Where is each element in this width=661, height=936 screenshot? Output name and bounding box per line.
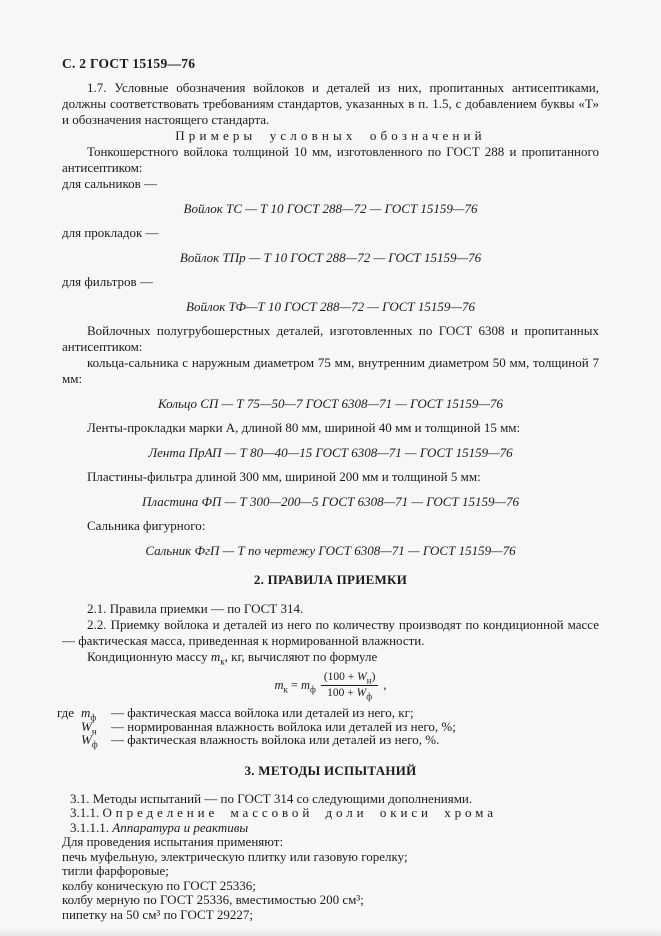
section-2-heading: 2. ПРАВИЛА ПРИЕМКИ (253, 572, 408, 587)
clause-3-1-1: 3.1.1. Определение массовой доли окиси хрома (70, 805, 497, 820)
legend-desc-wn: — нормированная влажность войлока или деталей из него, %; (111, 718, 456, 734)
equals-sign: = (290, 678, 298, 692)
page-header: С. 2 ГОСТ 15159—76 (62, 56, 196, 71)
apparatus-item-measuring-flask: колбу мерную по ГОСТ 25336, вместимостью 200 см³; (62, 892, 364, 907)
item-desc-plate: Пластины-фильтра длиной 300 мм, шириной 200 мм и толщиной 5 мм: (87, 469, 481, 484)
fraction-denominator: $100 + W_ф$ (327, 687, 373, 702)
fraction-numerator: $(100 + W_н)$ (321, 670, 379, 686)
apparatus-item-pipette: пипетку на 50 см³ по ГОСТ 29227; (62, 906, 253, 922)
usage-label-gaskets: для прокладок — (62, 225, 159, 240)
legend-symbol-wf: $W_ф$ (81, 732, 98, 750)
mass-symbol: m (210, 649, 221, 664)
apparatus-item-furnace: печь муфельную, электрическую плитку или газовую горелку; (62, 848, 408, 864)
usage-label-filters: для фильтров — (62, 274, 153, 289)
clause-1-7: 1.7. Условные обозначения войлоков и деталей из них, пропитанных антисептиками, должны соответствовать требованиям стандартов, указанных в п. 1.5, с добавлением буквы «Т» и обозначения настоящего стандарта. (62, 80, 599, 127)
clause-3-1-1-1: 3.1.1.1. Аппаратура и реактивы (70, 819, 249, 835)
conditioned-mass-intro (62, 649, 599, 665)
mass-intro-text-before: Кондиционную массу (87, 649, 211, 664)
examples-heading: Примеры условных обозначений (175, 128, 486, 143)
section-3-body (62, 792, 599, 923)
apparatus-item-crucibles: тигли фарфоровые; (62, 863, 169, 878)
designation-example-gaskets: Войлок ТПр — Т 10 ГОСТ 288—72 — ГОСТ 15159—76 (179, 250, 482, 265)
apparatus-item-conical-flask: колбу коническую по ГОСТ 25336; (62, 877, 256, 893)
designation-example-seals: Войлок ТС — Т 10 ГОСТ 288—72 — ГОСТ 15159—76 (183, 201, 478, 216)
apparatus-reagents-title: Аппаратура и реактивы (112, 819, 249, 835)
formula-lhs: $m_к$ (274, 678, 288, 695)
legend-desc-mf: — фактическая масса войлока или деталей из него, кг; (111, 705, 414, 720)
formula-trailing-comma: , (383, 678, 387, 692)
designation-example-filters: Войлок ТФ—Т 10 ГОСТ 288—72 — ГОСТ 15159—76 (186, 299, 475, 314)
designation-example-tape: Лента ПрАП — Т 80—40—15 ГОСТ 6308—71 — ГОСТ 15159—76 (148, 445, 513, 460)
conditioned-mass-formula (62, 670, 599, 700)
designation-example-ring: Кольцо СП — Т 75—50—7 ГОСТ 6308—71 — ГОСТ 15159—76 (158, 396, 503, 411)
thin-felt-intro: Тонкошерстного войлока толщиной 10 мм, изготовленного по ГОСТ 288 и пропитанного антисептиком: (62, 144, 599, 175)
item-desc-shaped-seal: Сальника фигурного: (87, 518, 206, 533)
legend-desc-wf: — фактическая влажность войлока или деталей из него, %. (111, 732, 440, 747)
section-3-heading: 3. МЕТОДЫ ИСПЫТАНИЙ (244, 762, 417, 778)
formula-legend (57, 705, 599, 750)
mass-symbol-subscript: к (220, 656, 225, 667)
legend-symbol-mf: $m_ф$ (81, 705, 97, 723)
item-desc-ring: кольца-сальника с наружным диаметром 75 мм, внутренним диаметром 50 мм, толщиной 7 мм: (62, 355, 599, 386)
item-desc-tape: Ленты-прокладки марки А, длиной 80 мм, шириной 40 мм и толщиной 15 мм: (87, 420, 521, 435)
where-keyword: где (57, 705, 75, 720)
clause-2-2: 2.2. Приемку войлока и деталей из него по количеству производят по кондиционной массе — фактическая масса, приведенная к нормированной влажности. (62, 617, 599, 648)
apply-intro: Для проведения испытания применяют: (62, 834, 284, 849)
designation-example-plate: Пластина ФП — Т 300—200—5 ГОСТ 6308—71 — ГОСТ 15159—76 (141, 494, 520, 509)
designation-example-shaped-seal: Сальник ФгП — Т по чертежу ГОСТ 6308—71 — ГОСТ 15159—76 (145, 543, 516, 558)
legend-symbol-wn: $W_н$ (81, 718, 97, 737)
clause-2-1: 2.1. Правила приемки — по ГОСТ 314. (87, 601, 304, 616)
formula-coefficient: $m_ф$ (300, 678, 316, 695)
semi-coarse-intro: Войлочных полугрубошерстных деталей, изготовленных по ГОСТ 6308 и пропитанных антисептиком: (62, 323, 599, 354)
usage-label-seals: для сальников — (62, 176, 158, 191)
formula-fraction (321, 670, 379, 700)
clause-3-1: 3.1. Методы испытаний — по ГОСТ 314 со следующими дополнениями. (70, 790, 473, 806)
clause-3-1-1-title: Определение массовой доли окиси хрома (102, 805, 497, 820)
mass-intro-text-after: , кг, вычисляют по формуле (224, 649, 378, 664)
